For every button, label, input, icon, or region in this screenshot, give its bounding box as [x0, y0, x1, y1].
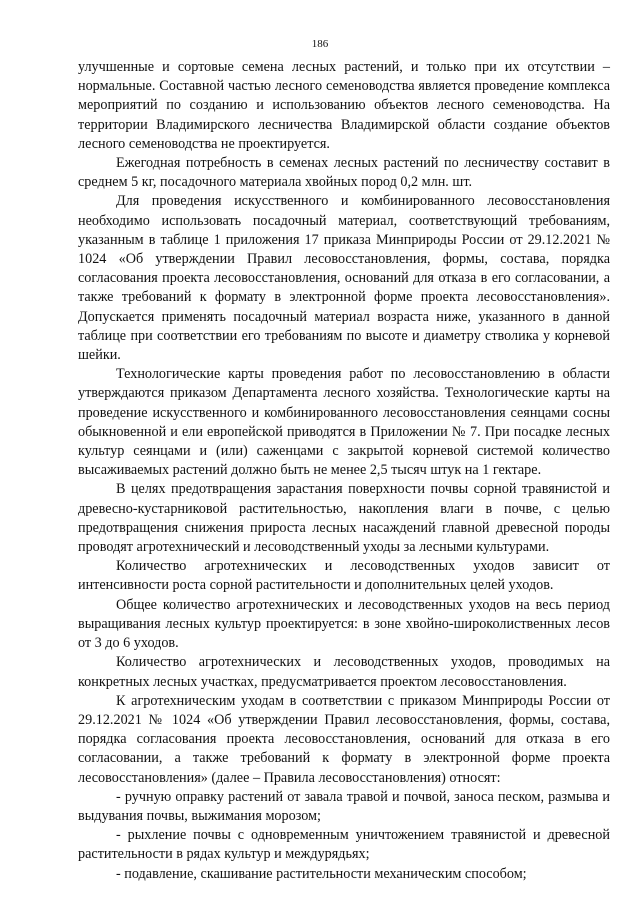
- document-body: [78, 58, 610, 884]
- paragraph-total-care-count: Общее количество агротехнических и лесоводственных уходов на весь период выращивания лесных культур проектируется: в зоне хвойно-широколиственных лесов от 3 до 6 уходов.: [78, 596, 610, 652]
- paragraph-agrotechnical-care-intro: К агротехническим уходам в соответствии с приказом Минприроды России от 29.12.2021 № 1024 «Об утверждении Правил лесовосстановления, формы, состава, порядка согласования проекта лесовосстановления, оснований для отказа в его согласовании, а также требований к формату в электронной форме проекта лесовосстановления» (далее – Правила лесовосстановления) относят:: [78, 692, 610, 786]
- paragraph-prevention-purposes: В целях предотвращения зарастания поверхности почвы сорной травянистой и древесно-кустарниковой растительностью, накопления влаги в почве, с целью предотвращения снижения прироста лесных насаждений главной древесной породы проводят агротехнический и лесоводственный уходы за лесными культурами.: [78, 481, 610, 556]
- paragraph-care-count-depends: Количество агротехнических и лесоводственных уходов зависит от интенсивности роста сорной растительности и дополнительных целей уходов.: [78, 558, 610, 594]
- page-number: 186: [311, 38, 329, 50]
- list-item-soil-loosening: - рыхление почвы с одновременным уничтожением травянистой и древесной растительности в рядах культур и междурядьях;: [78, 827, 610, 863]
- list-item-mechanical-mowing: - подавление, скашивание растительности механическим способом;: [116, 865, 527, 882]
- list-item-manual-straightening: - ручную оправку растений от завала травой и почвой, заноса песком, размыва и выдувания почвы, выжимания морозом;: [78, 788, 610, 824]
- paragraph-care-by-project: Количество агротехнических и лесоводственных уходов, проводимых на конкретных лесных участках, предусматривается проектом лесовосстановления.: [78, 654, 610, 690]
- paragraph-annual-demand: Ежегодная потребность в семенах лесных растений по лесничеству составит в среднем 5 кг, посадочного материала хвойных пород 0,2 млн. шт.: [78, 155, 610, 191]
- paragraph-technological-maps: Технологические карты проведения работ по лесовосстановлению в области утверждаются приказом Департамента лесного хозяйства. Технологические карты на проведение искусственного и комбинированного лесовосстановления сеянцами сосны обыкновенной и ели европейской приводятся в Приложении № 7. При посадке лесных культур сеянцами и (или) саженцами с закрытой корневой системой количество высаживаемых растений должно быть не менее 2,5 тысяч штук на 1 гектаре.: [78, 366, 610, 479]
- paragraph-planting-material: Для проведения искусственного и комбинированного лесовосстановления необходимо использовать посадочный материал, соответствующий требованиям, указанным в таблице 1 приложения 17 приказа Минприроды России от 29.12.2021 № 1024 «Об утверждении Правил лесовосстановления, формы, состава, порядка согласования проекта лесовосстановления, оснований для отказа в его согласовании, а также требований к формату в электронной форме проекта лесовосстановления». Допускается применять посадочный материал возраста ниже, указанного в данной таблице при соответствии его требованиям по высоте и диаметру стволика у корневой шейки.: [78, 193, 610, 364]
- paragraph-seeds-continuation: улучшенные и сортовые семена лесных растений, и только при их отсутствии – нормальные. Составной частью лесного семеноводства является проведение комплекса мероприятий по созданию и использованию объектов лесного семеноводства. На территории Владимирского лесничества Владимирской области создание объектов лесного семеноводства не проектируется.: [78, 59, 610, 152]
